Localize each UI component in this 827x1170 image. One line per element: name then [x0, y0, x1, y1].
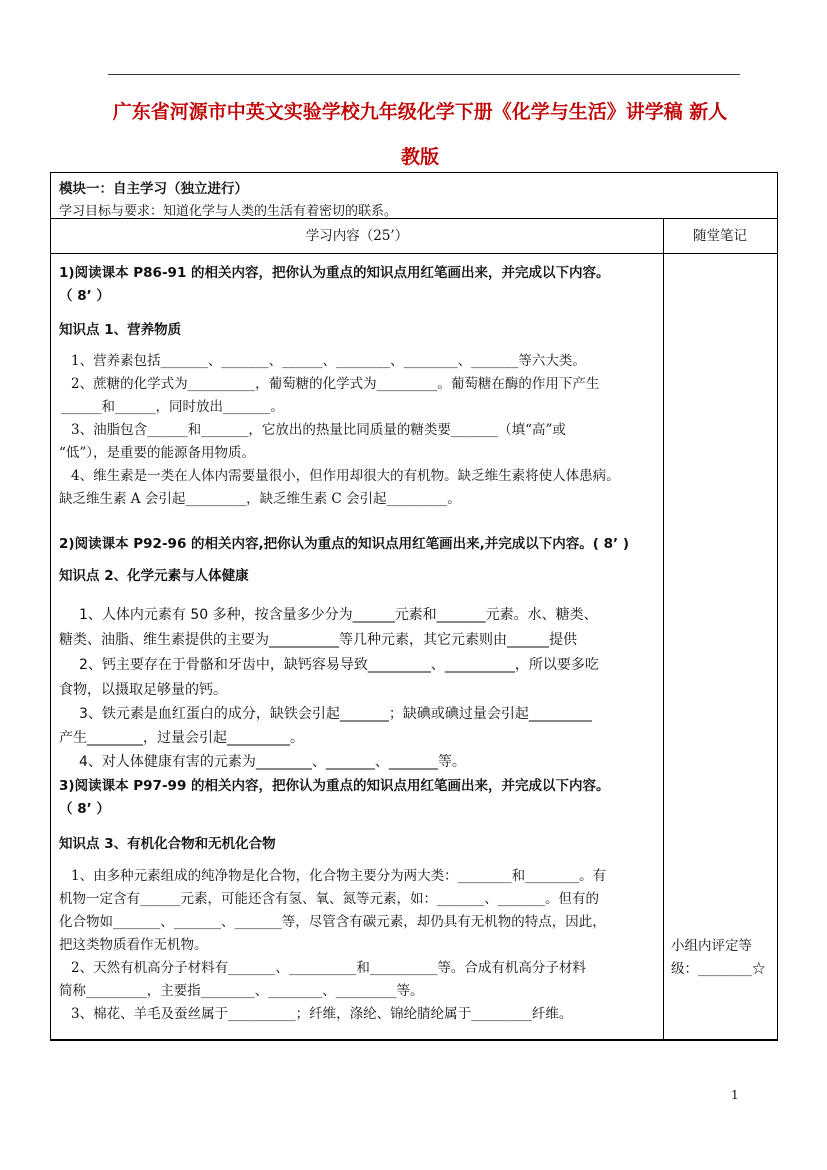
- document-title: 广东省河源市中英文实验学校九年级化学下册《化学与生活》讲学稿 新人: [112, 101, 728, 123]
- k2-line-1: 1、人体内元素有 50 多种，按含量多少分为______元素和_______元素。水、糖类、: [79, 607, 598, 623]
- learning-content-cell: [51, 253, 663, 1039]
- module-heading: 模块一：自主学习（独立进行）: [59, 181, 248, 197]
- section-1-instruction: 1)阅读课本 P86-91 的相关内容，把你认为重点的知识点用红笔画出来，并完成以下内容。: [59, 265, 610, 281]
- k3-line-2: 机物一定含有______元素，可能还含有氢、氧、氮等元素，如：_______、_______。但有的: [59, 891, 599, 907]
- k2-line-7: 4、对人体健康有害的元素为________、_______、_______等。: [79, 754, 466, 770]
- section-3-time: （ 8’ ）: [59, 801, 110, 817]
- content-column-header: 学习内容（25’）: [51, 219, 664, 253]
- k1-line-7: 缺乏维生素 A 会引起_________，缺乏维生素 C 会引起_________。: [59, 491, 461, 507]
- group-evaluation-label: 小组内评定等: [671, 938, 752, 954]
- k1-line-3: ______和______，同时放出_______。: [61, 399, 284, 415]
- group-evaluation-field: 级：________☆: [671, 961, 766, 977]
- column-header-row: [51, 219, 777, 254]
- k1-line-1: 1、营养素包括_______、_______、______、________、________、_______等六大类。: [71, 353, 586, 369]
- k2-line-4: 食物，以摄取足够量的钙。: [59, 682, 227, 698]
- worksheet-table: [50, 172, 778, 1041]
- k3-line-6: 简称_________，主要指________、________、_________等。: [59, 983, 424, 999]
- header-rule: [108, 74, 740, 75]
- knowledge-point-1-title: 知识点 1、营养物质: [59, 322, 182, 338]
- k3-line-5: 2、天然有机高分子材料有_______、__________和__________等。合成有机高分子材料: [71, 960, 586, 976]
- k1-line-6: 4、维生素是一类在人体内需要量很小，但作用却很大的有机物。缺乏维生素将使人体患病。: [71, 468, 620, 484]
- knowledge-point-2-title: 知识点 2、化学元素与人体健康: [59, 568, 249, 584]
- knowledge-point-3-title: 知识点 3、有机化合物和无机化合物: [59, 836, 276, 852]
- notes-cell: [671, 935, 775, 981]
- k1-line-2: 2、蔗糖的化学式为__________，葡萄糖的化学式为_________。葡萄糖在酶的作用下产生: [71, 376, 600, 392]
- k2-line-2: 糖类、油脂、维生素提供的主要为__________等几种元素，其它元素则由______提供: [59, 632, 577, 648]
- section-2-instruction: 2)阅读课本 P92-96 的相关内容,把你认为重点的知识点用红笔画出来,并完成以下内容。( 8’ ): [59, 536, 630, 552]
- k3-line-3: 化合物如_______、_______、_______等，尽管含有碳元素，却仍具有无机物的特点，因此，: [59, 914, 606, 930]
- k2-line-3: 2、钙主要存在于骨骼和牙齿中，缺钙容易导致_________、__________，所以要多吃: [79, 657, 599, 673]
- module-row: [51, 173, 777, 219]
- page-number: 1: [731, 1088, 739, 1102]
- learning-goal: 学习目标与要求：知道化学与人类的生活有着密切的联系。: [59, 204, 398, 219]
- section-1-time: （ 8’ ）: [59, 288, 110, 304]
- k1-line-5: “低”），是重要的能源备用物质。: [59, 445, 256, 461]
- k1-line-4: 3、油脂包含______和_______，它放出的热量比同质量的糖类要_______（填“高”或: [71, 422, 566, 438]
- k3-line-1: 1、由多种元素组成的纯净物是化合物，化合物主要分为两大类：________和________。有: [71, 868, 607, 884]
- section-3-instruction: 3)阅读课本 P97-99 的相关内容，把你认为重点的知识点用红笔画出来，并完成以下内容。: [59, 778, 610, 794]
- k2-line-5: 3、铁元素是血红蛋白的成分，缺铁会引起_______；缺碘或碘过量会引起_________: [79, 706, 592, 722]
- document-title-continued: 教版: [400, 146, 439, 168]
- k2-line-6: 产生________，过量会引起_________。: [59, 730, 304, 746]
- k3-line-7: 3、棉花、羊毛及蚕丝属于__________；纤维，涤纶、锦纶腈纶属于_________纤维。: [71, 1006, 573, 1022]
- column-divider: [663, 253, 664, 1039]
- k3-line-4: 把这类物质看作无机物。: [59, 937, 208, 953]
- notes-column-header: 随堂笔记: [693, 228, 747, 244]
